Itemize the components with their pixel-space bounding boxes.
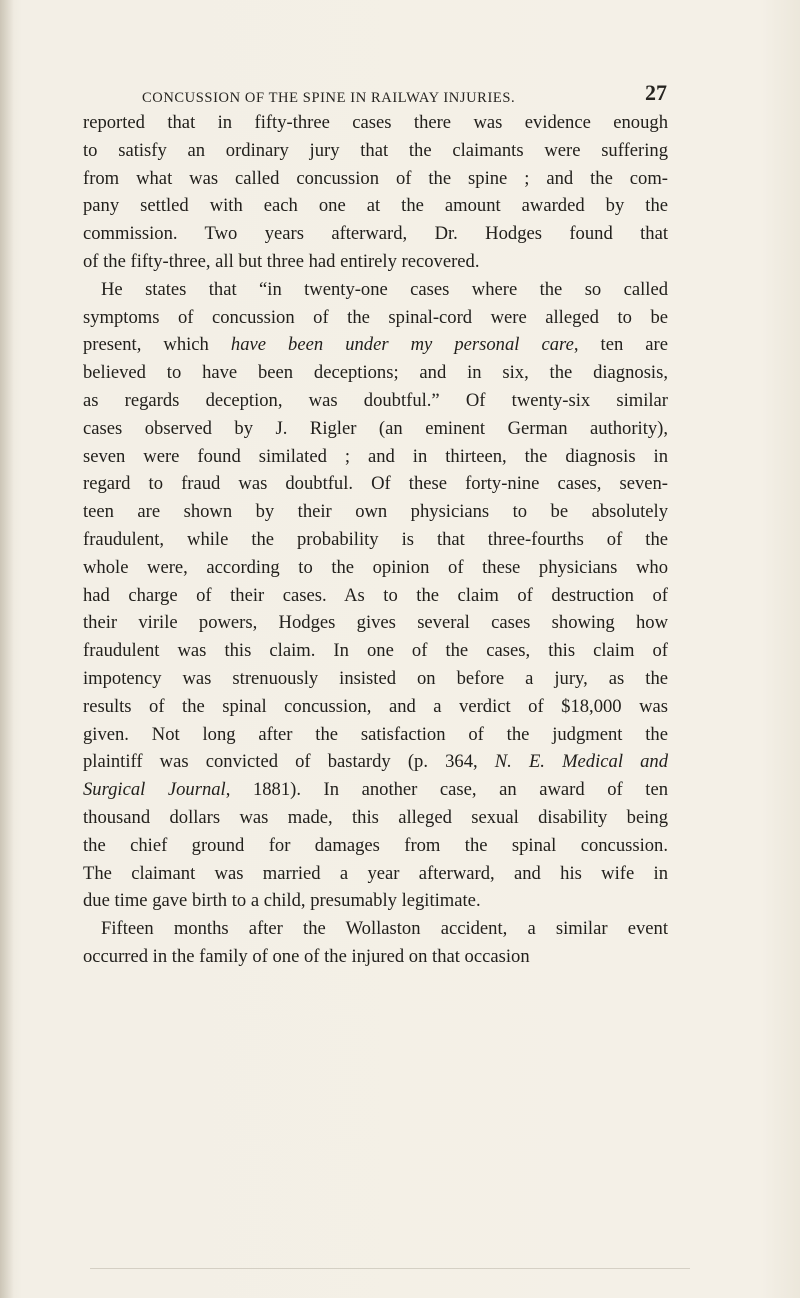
page-number: 27 xyxy=(645,80,667,105)
text-line: regard to fraud was doubtful. Of these forty-nine cases, seven- xyxy=(83,473,668,495)
text-line: seven were found similated ; and in thirteen, the diagnosis in xyxy=(83,445,668,467)
text-segment: , ten are xyxy=(573,334,668,356)
text-line: Fifteen months after the Wollaston accident, a similar event xyxy=(101,918,668,940)
text-line: thousand dollars was made, this alleged sexual disability being xyxy=(83,806,668,828)
text-line: cases observed by J. Rigler (an eminent German authority), xyxy=(83,417,668,439)
italic-phrase: Surgical Journal xyxy=(83,779,226,801)
text-line: pany settled with each one at the amount awarded by the xyxy=(83,195,668,217)
text-line: teen are shown by their own physicians to be absolutely xyxy=(83,501,668,523)
text-line: The claimant was married a year afterward, and his wife in xyxy=(83,862,668,884)
text-line: results of the spinal concussion, and a verdict of $18,000 was xyxy=(83,695,668,717)
text-line: fraudulent was this claim. In one of the cases, this claim of xyxy=(83,640,668,662)
text-line: occurred in the family of one of the injured on that occasion xyxy=(83,945,530,967)
text-segment: plaintiff was convicted of bastardy (p. 364, xyxy=(83,751,495,773)
text-line: given. Not long after the satisfaction of the judgment the xyxy=(83,723,668,745)
text-segment: , 1881). In another case, an award of ten xyxy=(225,779,668,801)
italic-phrase: N. E. Medical and xyxy=(494,751,668,773)
text-line xyxy=(83,776,668,804)
text-line: fraudulent, while the probability is that three-fourths of the xyxy=(83,528,668,550)
text-line: to satisfy an ordinary jury that the claimants were suffering xyxy=(83,139,668,161)
text-line: He states that “in twenty-one cases where the so called xyxy=(101,278,668,300)
page-header xyxy=(142,80,667,112)
text-line: symptoms of concussion of the spinal-cord were alleged to be xyxy=(83,306,668,328)
text-line: commission. Two years afterward, Dr. Hodges found that xyxy=(83,223,668,245)
running-head: CONCUSSION OF THE SPINE IN RAILWAY INJURIES. xyxy=(142,90,516,106)
text-line: had charge of their cases. As to the claim of destruction of xyxy=(83,584,668,606)
text-line: due time gave birth to a child, presumably legitimate. xyxy=(83,890,481,912)
text-line: of the fifty-three, all but three had entirely recovered. xyxy=(83,250,480,272)
text-line xyxy=(83,748,668,776)
text-line: impotency was strenuously insisted on before a jury, as the xyxy=(83,667,668,689)
text-line xyxy=(83,331,668,359)
text-line: the chief ground for damages from the spinal concussion. xyxy=(83,834,668,856)
text-segment: present, which xyxy=(83,334,231,356)
text-line: their virile powers, Hodges gives several cases showing how xyxy=(83,612,668,634)
text-line: whole were, according to the opinion of these physicians who xyxy=(83,556,668,578)
text-line: reported that in fifty-three cases there was evidence enough xyxy=(83,112,668,133)
text-line: from what was called concussion of the spine ; and the com- xyxy=(83,167,668,189)
italic-phrase: have been under my personal care xyxy=(230,334,574,356)
page-edge-shadow xyxy=(0,0,14,1298)
text-line: as regards deception, was doubtful.” Of twenty-six similar xyxy=(83,389,668,411)
text-line: believed to have been deceptions; and in six, the diagnosis, xyxy=(83,362,668,384)
page-bottom-rule xyxy=(90,1268,690,1269)
body-text xyxy=(83,109,668,971)
